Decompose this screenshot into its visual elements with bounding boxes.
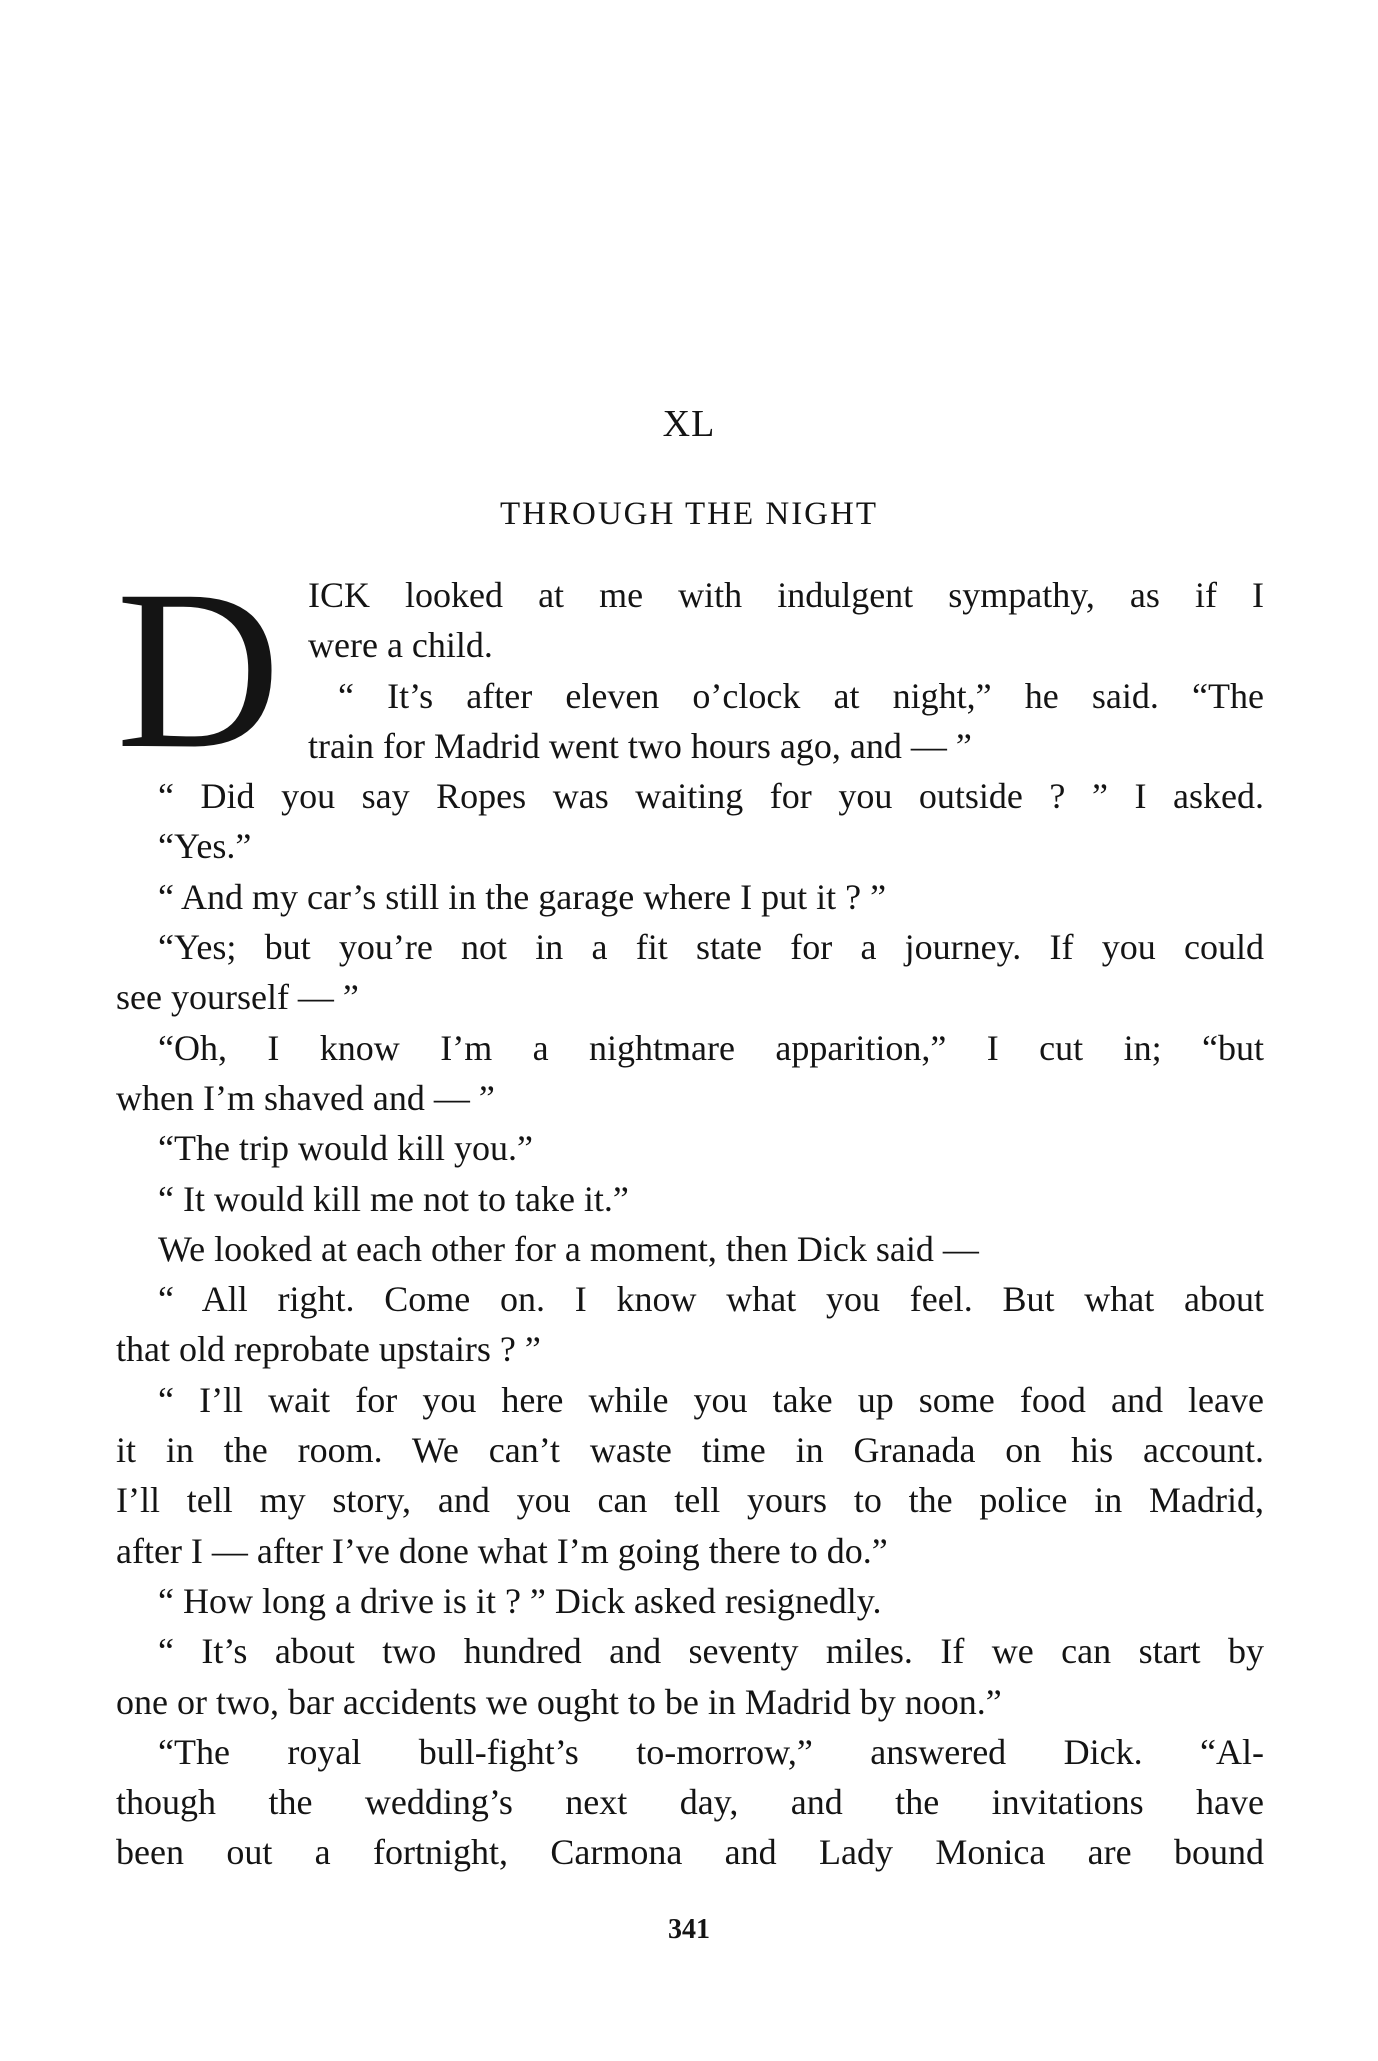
text-line: “ And my car’s still in the garage where I put it ? ” [158, 876, 887, 917]
text-line: “ It’s about two hundred and seventy miles. If we can start by [158, 1631, 1264, 1672]
text-line: “The trip would kill you.” [158, 1128, 533, 1169]
text-line: train for Madrid went two hours ago, and — ” [308, 725, 972, 766]
text-line: “ Did you say Ropes was waiting for you outside ? ” I asked. [158, 776, 1264, 817]
text-line: were a child. [308, 625, 493, 666]
text-line: “ How long a drive is it ? ” Dick asked resignedly. [158, 1580, 882, 1621]
text-line: “ It would kill me not to take it.” [158, 1178, 629, 1219]
chapter-title: THROUGH THE NIGHT [499, 496, 879, 532]
text-line: ICK looked at me with indulgent sympathy, as if I [308, 575, 1264, 615]
text-line: “Yes.” [158, 826, 252, 867]
page-number: 341 [668, 1914, 710, 1945]
text-line: “ All right. Come on. I know what you feel. But what about [158, 1279, 1264, 1320]
text-line: that old reprobate upstairs ? ” [116, 1329, 541, 1370]
drop-cap: D [116, 544, 281, 796]
text-line: We looked at each other for a moment, then Dick said — [158, 1228, 979, 1269]
text-line: it in the room. We can’t waste time in Granada on his account. [116, 1430, 1264, 1471]
text-line: though the wedding’s next day, and the invitations have [116, 1782, 1264, 1823]
text-line: “ I’ll wait for you here while you take up some food and leave [158, 1379, 1264, 1420]
body-text [116, 544, 1264, 1878]
text-line: after I — after I’ve done what I’m going there to do.” [116, 1530, 888, 1571]
text-line: “Oh, I know I’m a nightmare apparition,” I cut in; “but [158, 1027, 1264, 1068]
text-line: been out a fortnight, Carmona and Lady Monica are bound [116, 1832, 1264, 1873]
text-line: “ It’s after eleven o’clock at night,” he said. “The [338, 675, 1264, 716]
text-line: when I’m shaved and — ” [116, 1077, 495, 1118]
chapter-number: XL [662, 403, 716, 445]
text-line: I’ll tell my story, and you can tell yours to the police in Madrid, [116, 1480, 1264, 1521]
text-line: “Yes; but you’re not in a fit state for a journey. If you could [158, 927, 1264, 968]
text-line: see yourself — ” [116, 977, 359, 1018]
text-line: “The royal bull-fight’s to-morrow,” answered Dick. “Al- [158, 1731, 1264, 1772]
text-line: one or two, bar accidents we ought to be in Madrid by noon.” [116, 1681, 1002, 1722]
